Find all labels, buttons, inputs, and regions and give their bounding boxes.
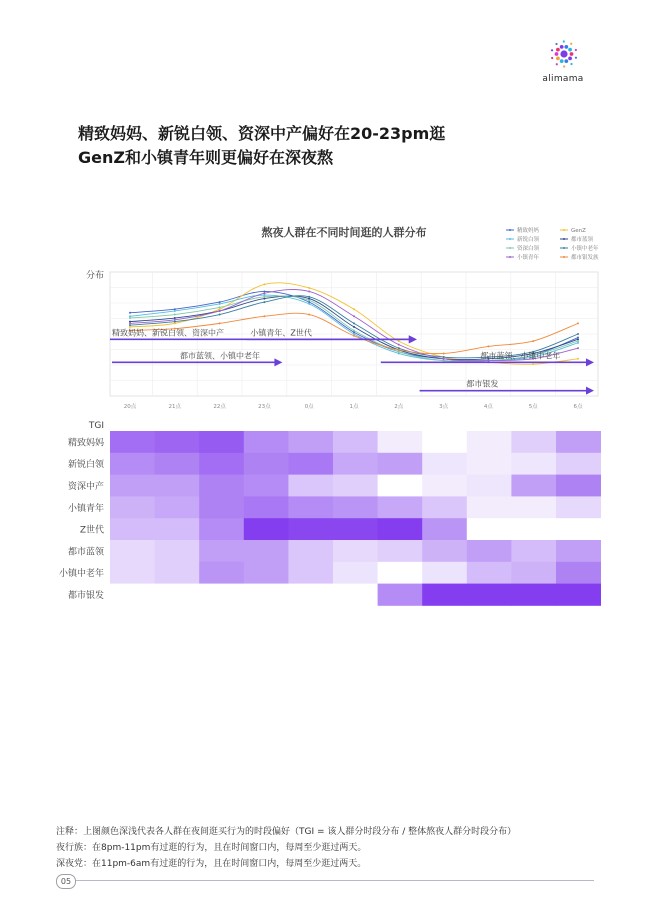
heatmap-cell [199,453,244,475]
heatmap-cell [110,540,155,562]
heatmap-cell [467,475,512,497]
heatmap-cell [199,475,244,497]
legend-marker [509,256,511,258]
line-chart [86,225,599,410]
heatmap-cell [333,496,378,518]
series-point [532,363,534,365]
legend-label: GenZ [571,228,586,234]
series-point [219,301,221,303]
heatmap-cell [110,496,155,518]
legend-marker [563,238,565,240]
heatmap-cell [333,453,378,475]
heatmap-cell [378,562,423,584]
heatmap-row-label: Z世代 [79,525,104,536]
heatmap-cell [333,562,378,584]
series-point [577,347,579,349]
heatmap-cell [288,540,333,562]
heatmap-cell [288,475,333,497]
heatmap-cell [333,584,378,606]
footnote-line-1: 注释：上图颜色深浅代表各人群在夜间逛买行为的时段偏好（TGI = 该人群分时段分布 / 整体熬夜人群分时段分布） [56,827,517,837]
heatmap-cell [333,518,378,540]
legend-marker [563,247,565,249]
annotation-label: 精致妈妈、新锐白领、资深中产 [112,328,224,338]
x-tick-label: 4点 [483,404,493,410]
series-point [353,308,355,310]
heatmap-cell [556,453,601,475]
heatmap-cell [110,562,155,584]
series-point [577,337,579,339]
x-tick-label: 5点 [528,404,538,410]
heatmap-cell [199,540,244,562]
series-point [219,303,221,305]
heatmap-cell [110,475,155,497]
legend-label: 都市银发族 [571,255,599,261]
series-point [308,301,310,303]
heatmap-cell [378,540,423,562]
series-point [174,314,176,316]
series-point [487,345,489,347]
x-tick-label: 6点 [573,404,583,410]
series-point [263,301,265,303]
heatmap-row-label: 资深中产 [67,482,104,492]
heatmap-cell [244,540,289,562]
series-point [129,322,131,324]
heatmap-cell [288,431,333,453]
heatmap-cell [333,540,378,562]
heatmap-cell [288,562,333,584]
heatmap-cell [378,518,423,540]
page-title-line-2: GenZ和小镇青年则更偏好在深夜熬 [78,148,333,167]
heatmap-cell [556,431,601,453]
legend-marker [509,247,511,249]
heatmap-cell [155,496,200,518]
series-point [353,333,355,335]
series-point [353,331,355,333]
heatmap-row-label: 小镇青年 [67,503,104,514]
heatmap-cell [422,431,467,453]
heatmap-cell [422,453,467,475]
heatmap-cell [556,562,601,584]
heatmap-cell [155,540,200,562]
series-point [398,340,400,342]
heatmap-cell [155,475,200,497]
heatmap-cell [199,562,244,584]
heatmap-cell [556,584,601,606]
heatmap-cell [467,496,512,518]
heatmap-cell [511,584,556,606]
heatmap-cell [511,540,556,562]
heatmap-row-label: 新锐白领 [67,460,104,471]
legend-marker [563,229,565,231]
series-point [577,333,579,335]
series-point [263,296,265,298]
heatmap-cell [378,496,423,518]
series-point [353,335,355,337]
heatmap-cell [467,562,512,584]
x-tick-label: 0点 [304,404,314,410]
series-point [353,329,355,331]
heatmap-row-label: 都市蓝领 [67,547,104,558]
line-chart-title: 熬夜人群在不同时间逛的人群分布 [261,226,427,239]
footnote-line-3: 深夜党：在11pm-6am有过逛的行为，且在时间窗口内，每周至少逛过两天。 [56,859,367,869]
series-point [174,322,176,324]
heatmap-cell [422,518,467,540]
heatmap-cell [378,475,423,497]
heatmap-cell [244,496,289,518]
heatmap-cell [511,475,556,497]
series-point [577,340,579,342]
legend-marker [509,238,511,240]
annotation-label: 都市蓝领、小镇中老年 [180,351,260,361]
heatmap-cell [244,584,289,606]
series-point [443,352,445,354]
series-point [577,322,579,324]
heatmap-cell [199,496,244,518]
legend-label: 精致妈妈 [517,228,540,234]
series-point [263,294,265,296]
series-point [219,308,221,310]
series-point [308,290,310,292]
series-point [129,312,131,314]
annotation-label: 都市蓝领、小镇中老年 [480,351,561,361]
series-point [577,358,579,360]
series-point [263,298,265,300]
heatmap-cell [333,431,378,453]
series-point [174,321,176,323]
heatmap-cell [467,540,512,562]
heatmap-cell [422,562,467,584]
heatmap-cell [467,584,512,606]
heatmap-cell [422,475,467,497]
series-point [577,342,579,344]
x-tick-label: 22点 [213,404,226,410]
x-tick-label: 20点 [123,404,137,410]
legend-label: 小镇青年 [517,255,540,261]
series-point [353,315,355,317]
heatmap-cell [244,475,289,497]
series-point [398,347,400,349]
heatmap-row-label: 精致妈妈 [67,438,104,449]
annotation-label: 都市银发 [466,379,499,389]
series-point [174,317,176,319]
heatmap-cell [333,475,378,497]
heatmap-cell [556,496,601,518]
heatmap-cell [378,431,423,453]
series-point [398,344,400,346]
heatmap-cell [378,453,423,475]
series-point [398,351,400,353]
heatmap-cell [422,496,467,518]
heatmap-cell [244,562,289,584]
series-point [219,314,221,316]
heatmap-cell [244,518,289,540]
legend-label: 小镇中老年 [571,246,599,252]
heatmap-cell [378,584,423,606]
series-point [308,314,310,316]
legend-label: 新锐白领 [517,237,540,243]
heatmap-cell [110,453,155,475]
series-point [174,310,176,312]
series-point [129,315,131,317]
series-point [443,358,445,360]
series-point [532,340,534,342]
legend-marker [563,256,565,258]
series-point [308,298,310,300]
heatmap-title: TGI [88,421,104,431]
heatmap-cell [288,453,333,475]
heatmap-cell [288,584,333,606]
heatmap-cell [155,562,200,584]
series-point [174,319,176,321]
series-point [174,308,176,310]
heatmap-cell [511,496,556,518]
heatmap-cell [556,475,601,497]
series-point [308,287,310,289]
footnote [56,824,616,872]
heatmap-row-label: 小镇中老年 [58,569,104,580]
heatmap-cell [110,584,155,606]
legend-label: 资深白领 [517,246,540,252]
series-point [443,356,445,358]
heatmap-cell [155,431,200,453]
heatmap-cell [467,431,512,453]
series-point [398,352,400,354]
series-point [353,326,355,328]
x-tick-label: 2点 [394,404,404,410]
heatmap-cell [244,431,289,453]
page-number: 05 [56,874,76,889]
heatmap-cell [199,584,244,606]
x-tick-label: 1点 [349,404,359,410]
heatmap-cell [511,518,556,540]
legend-marker [509,229,511,231]
legend-label: 都市蓝领 [571,237,594,243]
heatmap-cell [511,453,556,475]
series-point [443,360,445,362]
heatmap-row-label: 都市银发 [67,591,104,601]
heatmap-cell [511,562,556,584]
x-tick-label: 23点 [258,404,271,410]
series-point [129,324,131,326]
heatmap-cell [288,496,333,518]
heatmap-cell [155,584,200,606]
x-tick-label: 3点 [439,404,449,410]
page-divider [74,880,594,881]
series-point [263,283,265,285]
heatmap-cell [556,518,601,540]
series-point [263,290,265,292]
series-point [353,322,355,324]
series-point [308,296,310,298]
series-point [263,315,265,317]
heatmap-cell [511,431,556,453]
series-point [263,292,265,294]
heatmap-cell [422,540,467,562]
series-point [219,306,221,308]
footnote-line-2: 夜行族：在8pm-11pm有过逛的行为，且在时间窗口内，每周至少逛过两天。 [56,843,367,853]
heatmap-cell [155,518,200,540]
heatmap-cell [467,518,512,540]
page-title-line-1: 精致妈妈、新锐白领、资深中产偏好在20-23pm逛 [78,124,446,143]
heatmap-cell [422,584,467,606]
series-point [219,322,221,324]
heatmap-cell [467,453,512,475]
x-tick-label: 21点 [168,404,182,410]
heatmap-cell [110,431,155,453]
heatmap-cell [199,431,244,453]
heatmap-cell [199,518,244,540]
annotation-label: 小镇青年、Z世代 [250,328,312,338]
series-point [398,349,400,351]
heatmap-cell [110,518,155,540]
series-point [129,317,131,319]
series-point [577,338,579,340]
series-point [129,321,131,323]
line-chart-ylabel: 分布 [86,271,105,281]
series-point [219,310,221,312]
heatmap-cell [556,540,601,562]
heatmap-chart [59,421,601,606]
heatmap-cell [155,453,200,475]
series-point [308,303,310,305]
heatmap-cell [288,518,333,540]
series-point [308,299,310,301]
logo-text: alimama [542,74,584,84]
heatmap-cell [244,453,289,475]
